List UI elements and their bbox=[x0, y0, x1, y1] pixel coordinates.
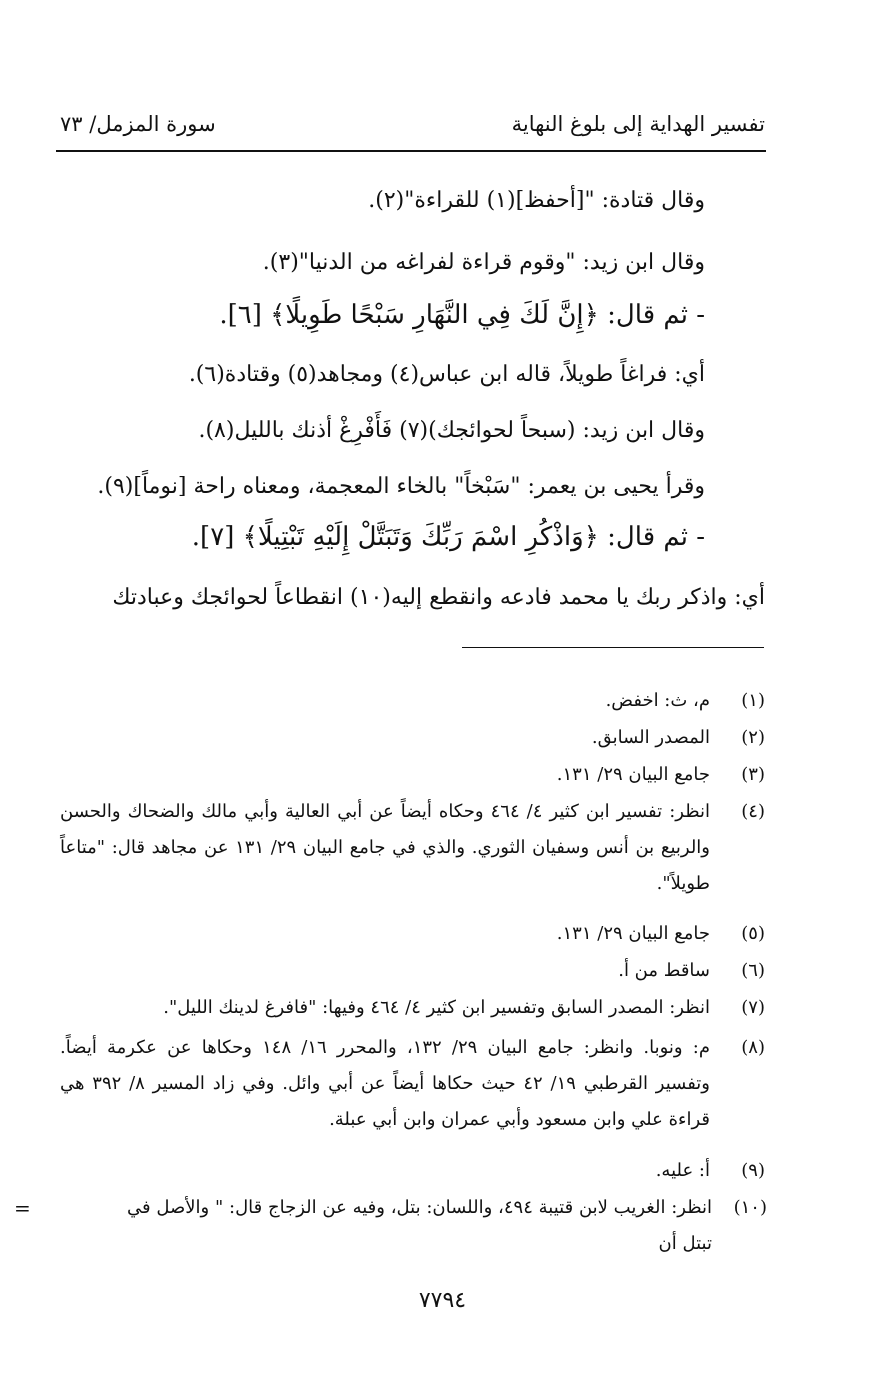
footnote-8 bbox=[60, 1030, 765, 1138]
footnote-10 bbox=[127, 1190, 767, 1262]
body-line-5: وقال ابن زيد: (سبحاً لحوائجك)(٧) فَأَفْرِغْ أذنك بالليل(٨). bbox=[198, 418, 705, 443]
header-rule bbox=[56, 150, 766, 152]
footnote-2 bbox=[60, 720, 765, 756]
body-line-7: - ثم قال: ﴿وَاذْكُرِ اسْمَ رَبِّكَ وَتَبَتَّلْ إِلَيْهِ تَبْتِيلًا﴾ [٧]. bbox=[191, 522, 705, 552]
footnote-number: (٧) bbox=[741, 997, 765, 1018]
footnote-text: المصدر السابق. bbox=[591, 727, 710, 748]
footnote-number: (٦) bbox=[741, 960, 765, 981]
footnote-text: أ: عليه. bbox=[655, 1160, 710, 1181]
footnote-4 bbox=[60, 794, 765, 902]
footnote-number: (٩) bbox=[741, 1160, 765, 1181]
footnote-7 bbox=[60, 990, 765, 1026]
page-number: ٧٧٩٤ bbox=[418, 1288, 467, 1313]
footnote-rule bbox=[462, 647, 764, 648]
surah-label: سورة المزمل/ ٧٣ bbox=[60, 112, 216, 136]
footnote-number: (١٠) bbox=[733, 1197, 767, 1218]
footnote-text: م، ث: اخفض. bbox=[605, 690, 710, 711]
footnote-text: م: ونوبا. وانظر: جامع البيان ٢٩/ ١٣٢، والمحرر ١٦/ ١٤٨ وحكاها عن عكرمة أيضاً. وتفسير القرطبي ١٩/ ٤٢ حيث حكاها أيضاً عن أبي وائل. وفي زاد المسير ٨/ ٣٩٢ هي قراءة علي وابن مسعود وأبي عمران وابن أبي عبلة. bbox=[60, 1037, 710, 1130]
footnote-number: (٣) bbox=[741, 764, 765, 785]
footnote-text: انظر: الغريب لابن قتيبة ٤٩٤، واللسان: بتل، وفيه عن الزجاج قال: " والأصل في تبتل أن bbox=[127, 1197, 712, 1254]
footnote-9 bbox=[60, 1153, 765, 1189]
footnote-6 bbox=[60, 953, 765, 989]
continuation-mark: = bbox=[14, 1196, 31, 1220]
footnote-text: ساقط من أ. bbox=[618, 960, 710, 981]
footnote-1 bbox=[60, 683, 765, 719]
footnote-number: (٢) bbox=[741, 727, 765, 748]
body-line-2: وقال ابن زيد: "وقوم قراءة لفراغه من الدنيا"(٣). bbox=[262, 250, 705, 275]
body-line-1: وقال قتادة: "[أحفظ](١) للقراءة"(٢). bbox=[368, 188, 705, 213]
footnote-number: (٨) bbox=[741, 1037, 765, 1058]
footnote-number: (٥) bbox=[741, 923, 765, 944]
body-line-3: - ثم قال: ﴿إِنَّ لَكَ فِي النَّهَارِ سَبْحًا طَوِيلًا﴾ [٦]. bbox=[219, 300, 705, 330]
running-header bbox=[60, 112, 765, 152]
book-title: تفسير الهداية إلى بلوغ النهاية bbox=[511, 112, 765, 136]
footnote-3 bbox=[60, 757, 765, 793]
footnote-text: جامع البيان ٢٩/ ١٣١. bbox=[556, 764, 710, 785]
footnote-number: (٤) bbox=[741, 801, 765, 822]
body-line-8: أي: واذكر ربك يا محمد فادعه وانقطع إليه(١٠) انقطاعاً لحوائجك وعبادتك bbox=[112, 585, 765, 610]
footnote-5 bbox=[60, 916, 765, 952]
footnote-number: (١) bbox=[741, 690, 765, 711]
footnote-text: انظر: تفسير ابن كثير ٤/ ٤٦٤ وحكاه أيضاً عن أبي العالية وأبي مالك والضحاك والحسن والربيع بن أنس وسفيان الثوري. والذي في جامع البيان ٢٩/ ١٣١ عن مجاهد قال: "متاعاً طويلاً". bbox=[60, 801, 710, 894]
body-line-6: وقرأ يحيى بن يعمر: "سَبْخاً" بالخاء المعجمة، ومعناه راحة [نوماً](٩). bbox=[97, 474, 705, 499]
footnote-text: جامع البيان ٢٩/ ١٣١. bbox=[556, 923, 710, 944]
body-line-4: أي: فراغاً طويلاً، قاله ابن عباس(٤) ومجاهد(٥) وقتادة(٦). bbox=[188, 362, 705, 387]
footnote-text: انظر: المصدر السابق وتفسير ابن كثير ٤/ ٤٦٤ وفيها: "فافرغ لدينك الليل". bbox=[163, 997, 710, 1018]
